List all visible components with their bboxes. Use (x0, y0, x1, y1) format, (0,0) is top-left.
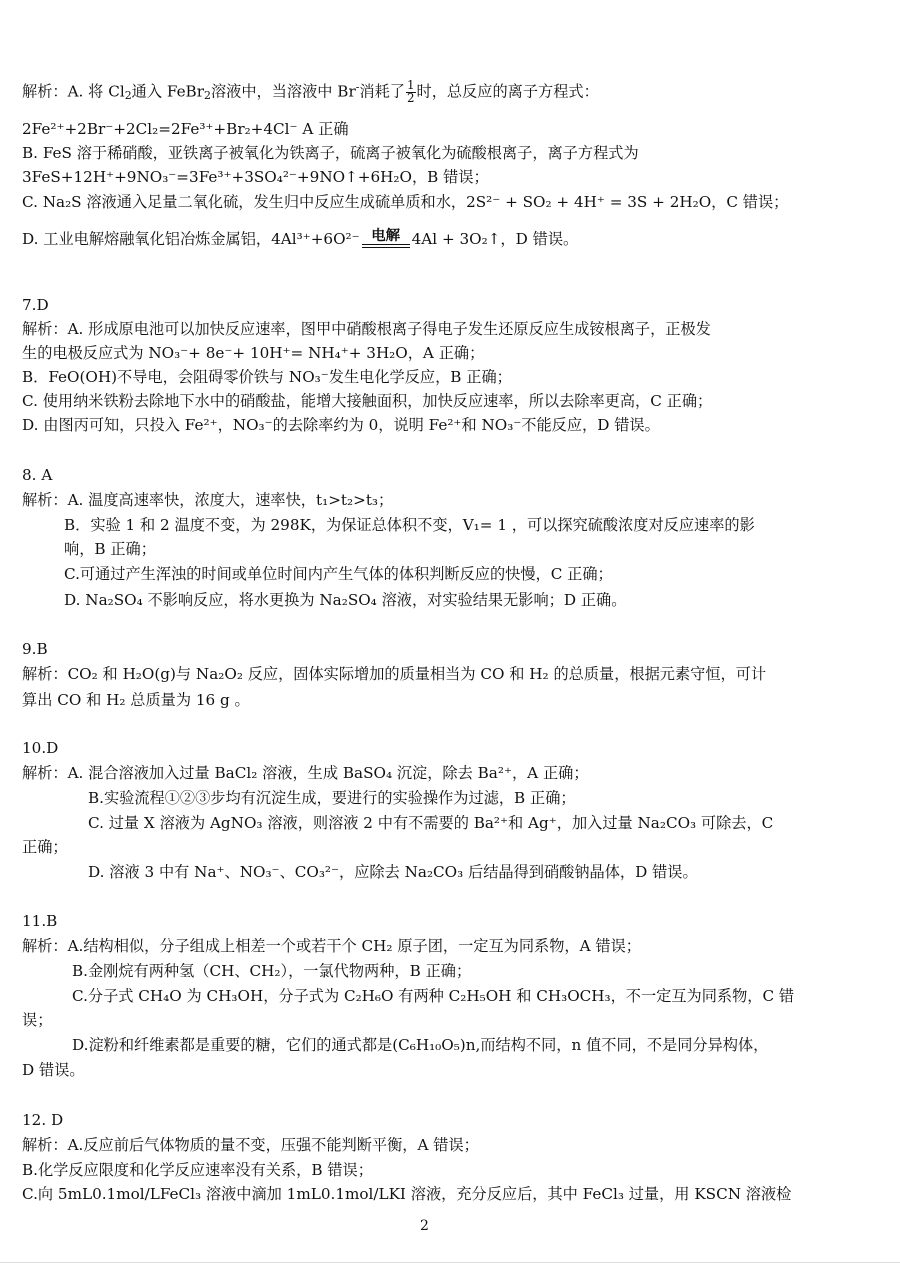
line-electrolysis (22, 229, 578, 249)
text-line: 解析：A.结构相似，分子组成上相差一个或若干个 CH₂ 原子团，一定互为同系物，A 错误； (22, 937, 641, 955)
page-number: 2 (420, 1218, 429, 1234)
text-line: D. Na₂SO₄ 不影响反应，将水更换为 Na₂SO₄ 溶液，对实验结果无影响；D 正确。 (64, 591, 627, 609)
question-heading: 8. A (22, 466, 53, 484)
equation-line: 3FeS+12H⁺+9NO₃⁻=3Fe³⁺+3SO₄²⁻+9NO↑+6H₂O，B 错误； (22, 168, 489, 186)
page-bottom-divider (0, 1262, 900, 1263)
text-line: B. FeS 溶于稀硝酸，亚铁离子被氧化为铁离子，硫离子被氧化为硫酸根离子，离子方程式为 (22, 144, 639, 162)
question-heading: 7.D (22, 296, 49, 314)
text-line: C. Na₂S 溶液通入足量二氧化硫，发生归中反应生成硫单质和水，2S²⁻ + SO₂ + 4H⁺ = 3S + 2H₂O，C 错误； (22, 193, 789, 211)
text-line: C.向 5mL0.1mol/LFeCl₃ 溶液中滴加 1mL0.1mol/LKI 溶液，充分反应后，其中 FeCl₃ 过量，用 KSCN 溶液检 (22, 1185, 792, 1203)
text-line: 解析：A. 形成原电池可以加快反应速率，图甲中硝酸根离子得电子发生还原反应生成铵根离子，正极发 (22, 320, 711, 338)
text-line: 生的电极反应式为 NO₃⁻+ 8e⁻+ 10H⁺= NH₄⁺+ 3H₂O，A 正确； (22, 344, 485, 362)
text-line: 正确； (22, 838, 68, 856)
text-segment: 溶液中，当溶液中 Br (210, 82, 356, 101)
electrolysis-label: 电解 (371, 227, 401, 244)
text-line: 算出 CO 和 H₂ 总质量为 16 g 。 (22, 691, 250, 709)
fraction-numerator: 1 (406, 78, 415, 92)
text-line: B.金刚烷有两种氢（CH、CH₂），一氯代物两种，B 正确； (72, 962, 472, 980)
text-segment: 时，总反应的离子方程式： (416, 82, 599, 101)
text-line: C. 使用纳米铁粉去除地下水中的硝酸盐，能增大接触面积，加快反应速率，所以去除率更高，C 正确； (22, 392, 713, 410)
question-heading: 9.B (22, 640, 48, 658)
text-line: B．FeO(OH)不导电，会阻碍零价铁与 NO₃⁻发生电化学反应，B 正确； (22, 368, 512, 386)
question-heading: 10.D (22, 739, 59, 757)
text-line: 解析：A. 温度高速率快，浓度大，速率快，t₁>t₂>t₃； (22, 491, 394, 509)
text-line: B.实验流程①②③步均有沉淀生成，要进行的实验操作为过滤，B 正确； (88, 789, 576, 807)
fraction (406, 80, 416, 105)
text-line: B.化学反应限度和化学反应速率没有关系，B 错误； (22, 1161, 373, 1179)
text-segment: 消耗了 (359, 82, 405, 101)
line-analysis-6-a: 解析：A. 将 $Cl_2$通入 FeBr$_2$溶液中，当溶液中 Br-消耗了 $\frac{1}{2}$ 时，总反应的离子方程式： (22, 78, 599, 105)
text-segment: 4Al + 3O₂↑，D 错误。 (411, 230, 579, 248)
text-segment: D. 工业电解熔融氧化铝冶炼金属铝，4Al³⁺+6O²⁻ (22, 230, 360, 248)
text-line: 响，B 正确； (64, 540, 156, 558)
text-line: 解析：CO₂ 和 H₂O(g)与 Na₂O₂ 反应，固体实际增加的质量相当为 CO 和 H₂ 的总质量，根据元素守恒，可计 (22, 665, 767, 683)
text-segment: 通入 FeBr (131, 82, 204, 101)
text-line: B．实验 1 和 2 温度不变，为 298K，为保证总体积不变，V₁= 1 ，可以探究硫酸浓度对反应速率的影 (64, 516, 755, 534)
text-line: 解析：A. 混合溶液加入过量 BaCl₂ 溶液，生成 BaSO₄ 沉淀，除去 Ba²⁺，A 正确； (22, 764, 589, 782)
electrolysis-sign (362, 229, 410, 248)
question-heading: 11.B (22, 912, 58, 930)
text-line: C. 过量 X 溶液为 AgNO₃ 溶液，则溶液 2 中有不需要的 Ba²⁺和 Ag⁺，加入过量 Na₂CO₃ 可除去，C (88, 814, 774, 832)
text-line: D.淀粉和纤维素都是重要的糖，它们的通式都是(C₆H₁₀O₅)n,而结构不同，n 值不同，不是同分异构体， (72, 1036, 769, 1054)
question-heading: 12. D (22, 1111, 64, 1129)
equation-line: 2Fe²⁺+2Br⁻+2Cl₂=2Fe³⁺+Br₂+4Cl⁻ A 正确 (22, 120, 349, 138)
text-line: C.分子式 CH₄O 为 CH₃OH，分子式为 C₂H₆O 有两种 C₂H₅OH 和 CH₃OCH₃，不一定互为同系物，C 错 (72, 987, 795, 1005)
text-line: 解析：A.反应前后气体物质的量不变，压强不能判断平衡，A 错误； (22, 1136, 479, 1154)
text-line: 误； (22, 1011, 53, 1029)
text-line: D 错误。 (22, 1061, 85, 1079)
text-line: D. 由图丙可知，只投入 Fe²⁺，NO₃⁻的去除率约为 0，说明 Fe²⁺和 NO₃⁻不能反应，D 错误。 (22, 416, 660, 434)
double-line (362, 244, 410, 248)
text-segment: 解析：A. 将 Cl (22, 82, 125, 101)
text-line: C.可通过产生浑浊的时间或单位时间内产生气体的体积判断反应的快慢，C 正确； (64, 565, 613, 583)
text-line: D. 溶液 3 中有 Na⁺、NO₃⁻、CO₃²⁻，应除去 Na₂CO₃ 后结晶得到硝酸钠晶体，D 错误。 (88, 863, 698, 881)
fraction-denominator: 2 (406, 90, 415, 105)
